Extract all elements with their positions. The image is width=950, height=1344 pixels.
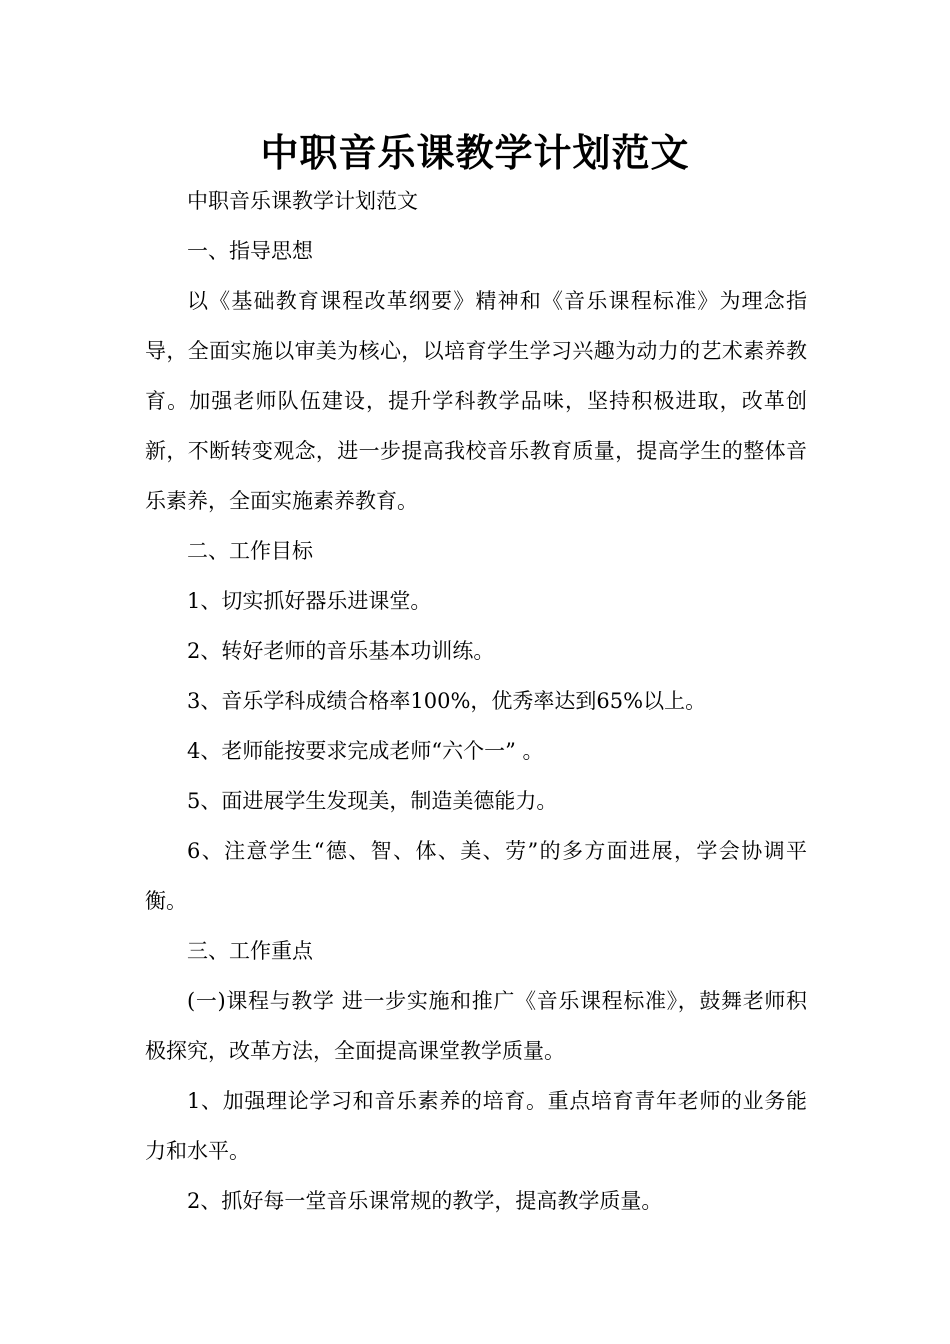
list-item-goal-6: 6、注意学生“德、智、体、美、劳”的多方面进展，学会协调平衡。	[145, 839, 807, 913]
list-item-focus-1: 1、加强理论学习和音乐素养的培育。重点培育青年老师的业务能力和水平。	[145, 1089, 807, 1163]
section-heading-guiding-ideology: 一、指导思想	[187, 239, 313, 263]
list-item-goal-1: 1、切实抓好器乐进课堂。	[187, 589, 432, 613]
list-item-focus-2: 2、抓好每一堂音乐课常规的教学，提高教学质量。	[187, 1189, 663, 1213]
list-item-goal-5: 5、面进展学生发现美，制造美德能力。	[187, 789, 558, 813]
list-item-goal-3: 3、音乐学科成绩合格率100%，优秀率达到65%以上。	[187, 689, 707, 713]
section-heading-work-focus: 三、工作重点	[187, 939, 313, 963]
paragraph-subtitle: 中职音乐课教学计划范文	[187, 189, 418, 213]
section-heading-work-goals: 二、工作目标	[187, 539, 313, 563]
paragraph-guiding-ideology: 以《基础教育课程改革纲要》精神和《音乐课程标准》为理念指导，全面实施以审美为核心，以培育学生学习兴趣为动力的艺术素养教育。加强老师队伍建设，提升学科教学品味，坚持积极进取，改革创新，不断转变观念，进一步提高我校音乐教育质量，提高学生的整体音乐素养，全面实施素养教育。	[145, 289, 807, 513]
document-title: 中职音乐课教学计划范文	[260, 131, 690, 175]
document-body	[145, 176, 807, 1226]
list-item-goal-4: 4、老师能按要求完成老师“六个一” 。	[187, 739, 544, 763]
list-item-goal-2: 2、转好老师的音乐基本功训练。	[187, 639, 495, 663]
paragraph-curriculum-teaching: (一)课程与教学 进一步实施和推广《音乐课程标准》，鼓舞老师积极探究，改革方法，全面提高课堂教学质量。	[145, 989, 807, 1063]
